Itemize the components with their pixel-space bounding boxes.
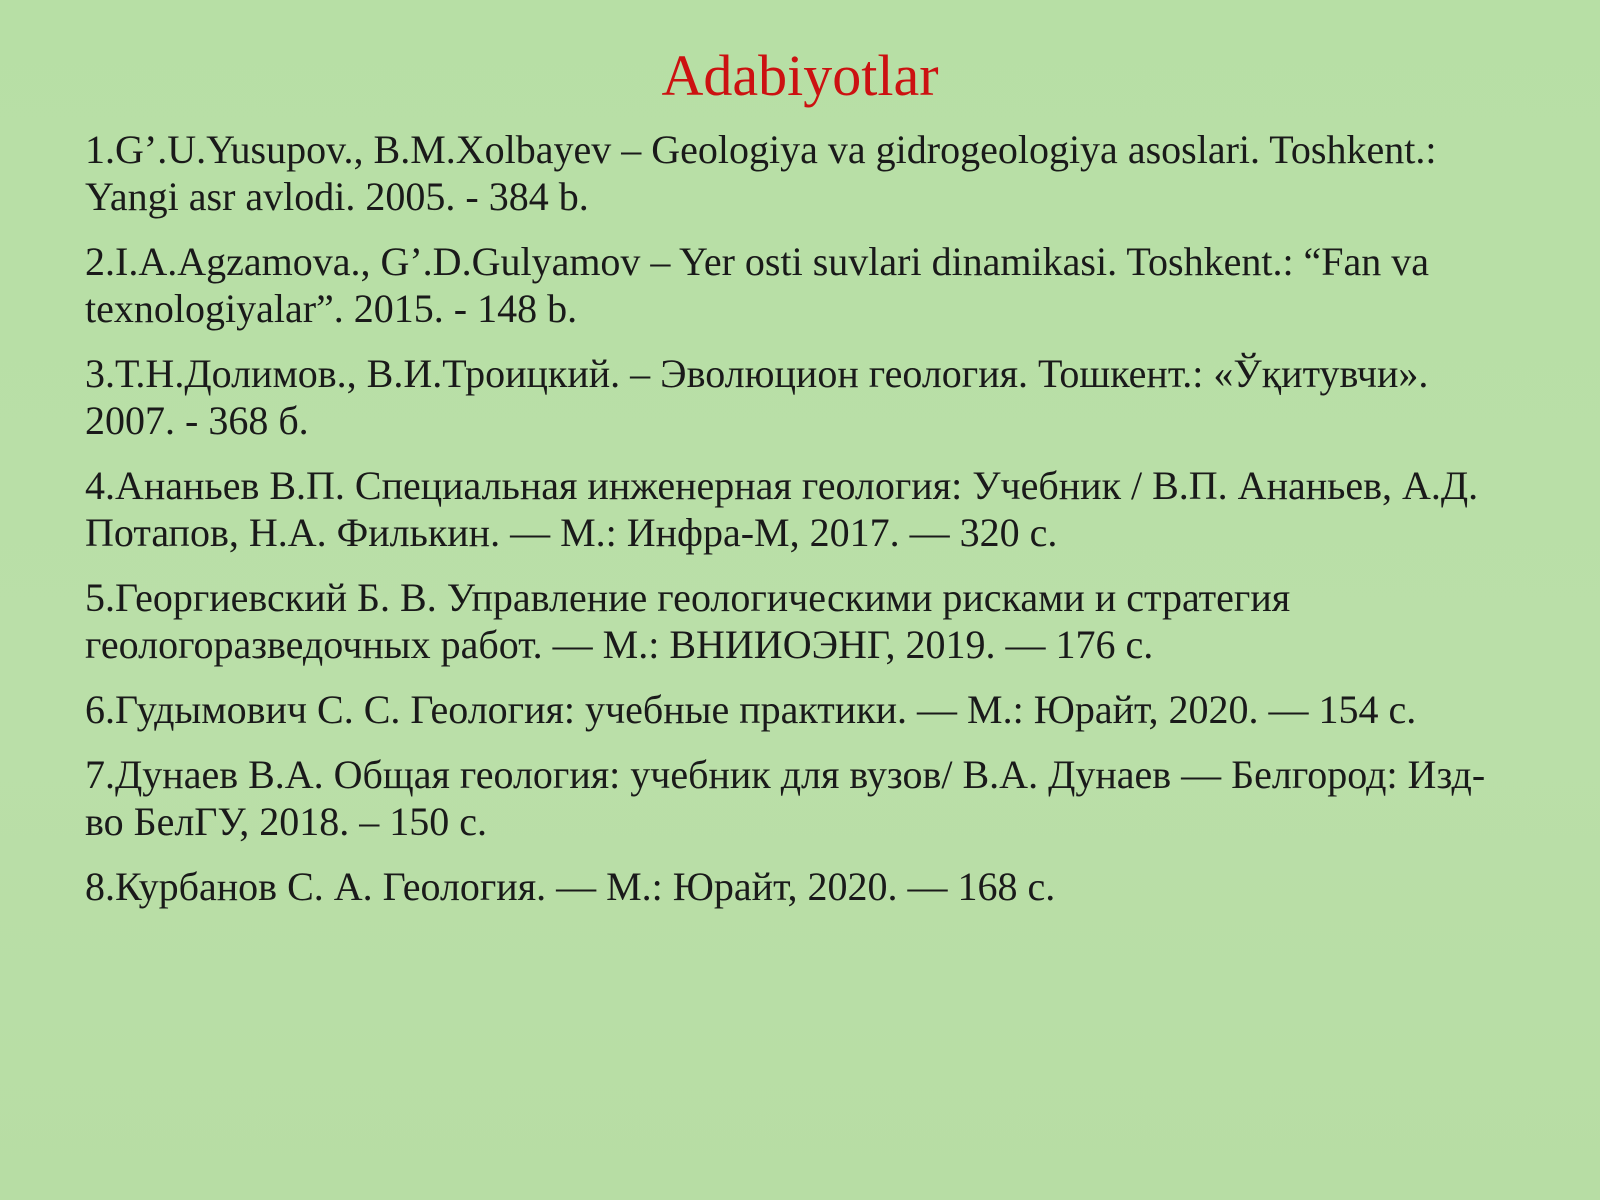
reference-item: 4.Ананьев В.П. Специальная инженерная геология: Учебник / В.П. Ананьев, А.Д. Потапов, Н.А. Филькин. — М.: Инфра-М, 2017. — 320 с.	[85, 463, 1479, 555]
reference-item: 2.I.A.Agzamova., G’.D.Gulyamov – Yer osti suvlari dinamikasi. Toshkent.: “Fan va texnologiyalar”. 2015. - 148 b.	[85, 239, 1430, 331]
reference-item: 5.Георгиевский Б. В. Управление геологическими рисками и стратегия геологоразведочных работ. — М.: ВНИИОЭНГ, 2019. — 176 с.	[85, 575, 1291, 667]
reference-item: 6.Гудымович С. С. Геология: учебные практики. — М.: Юрайт, 2020. — 154 с.	[85, 687, 1417, 732]
reference-list	[85, 126, 1515, 928]
reference-item: 1.G’.U.Yusupov., B.M.Xolbayev – Geologiya va gidrogeologiya asoslari. Toshkent.: Yangi asr avlodi. 2005. - 384 b.	[85, 127, 1437, 219]
reference-item: 7.Дунаев В.А. Общая геология: учебник для вузов/ В.А. Дунаев — Белгород: Изд-во БелГУ, 2018. – 150 с.	[85, 752, 1486, 844]
reference-item: 8.Курбанов С. А. Геология. — М.: Юрайт, 2020. — 168 с.	[85, 864, 1056, 909]
slide-title: Adabiyotlar	[661, 43, 939, 108]
reference-item: 3.Т.Н.Долимов., В.И.Троицкий. – Эволюцион геология. Тошкент.: «Ўқитувчи». 2007. - 368 б.	[85, 351, 1429, 443]
